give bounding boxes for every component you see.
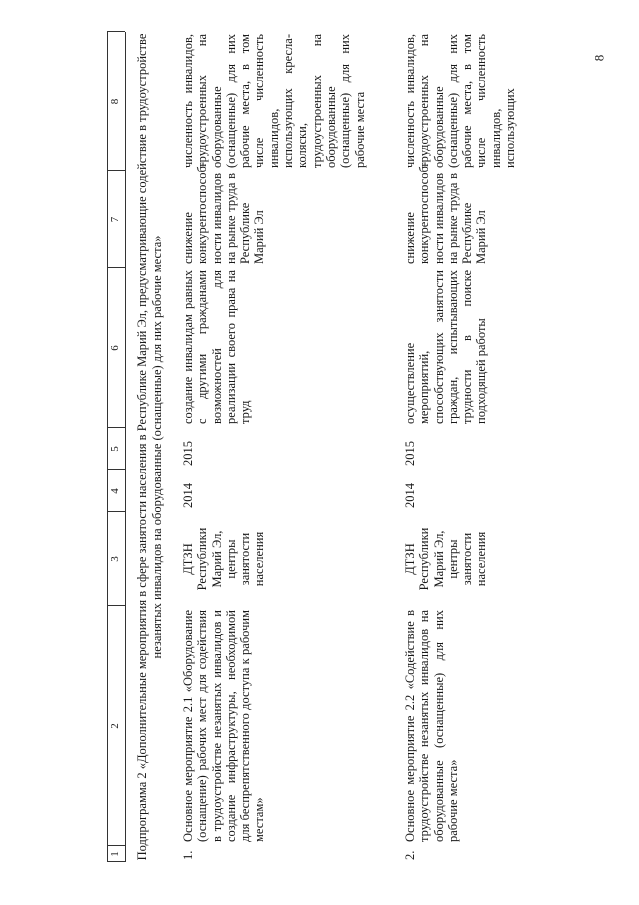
expected-result: создание инвалидам равных с другими гражданами возможностей для реализации своего права на труд: [181, 270, 253, 424]
row-number: 2.: [403, 850, 417, 860]
page-number: 8: [591, 54, 607, 62]
consequence: снижение конкурентоспособ-ности инвалидов на рынке труда в Республике Марий Эл: [181, 162, 267, 264]
row-number: 1.: [181, 850, 195, 860]
executor: ДТЗН Республики Марий Эл, центры занятости населения: [181, 527, 267, 591]
table-top-border: [107, 32, 108, 862]
end-year: 2015: [403, 441, 417, 466]
expected-result: осуществление мероприятий, способствующих занятости граждан, испытывающих трудности в поиске подходящей работы: [403, 270, 489, 424]
col-number: 5: [109, 446, 121, 452]
start-year: 2014: [181, 483, 195, 508]
col-number: 2: [109, 723, 121, 729]
col-number: 4: [109, 488, 121, 494]
header-row-border: [125, 32, 126, 862]
consequence: снижение конкурентоспособ-ности инвалидов на рынке труда в Республике Марий Эл: [403, 162, 489, 264]
subprogram-title: Подпрограмма 2 «Дополнительные мероприятия в сфере занятости населения в Республике Марий Эл, предусматривающие содействие в трудоустройстве незанятых инвалидов на оборудованные (оснащенные) для них рабочие места»: [135, 33, 164, 861]
rotated-table: [107, 32, 627, 862]
measure-name: Основное мероприятие 2.2 «Содействие в трудоустройстве незанятых инвалидов на оборудованные (оснащенные) для них рабочие места»: [403, 610, 460, 842]
executor: ДТЗН Республики Марий Эл, центры занятости населения: [403, 527, 489, 591]
col-number: 8: [109, 98, 121, 105]
col-number: 7: [109, 216, 121, 223]
col-number: 6: [109, 345, 121, 351]
indicator: численность инвалидов, трудоустроенных на оборудованные (оснащенные) для них рабочие места, в том числе численность инвалидов, использующих: [403, 34, 518, 168]
end-year: 2015: [181, 441, 195, 466]
start-year: 2014: [403, 483, 417, 508]
measure-name: Основное мероприятие 2.1 «Оборудование (оснащение) рабочих мест для содействия в трудоустройстве незанятых инвалидов и создание инфраструктуры, необходимой для беспрепятственного доступа к рабочим местам»: [181, 610, 267, 842]
indicator: численность инвалидов, трудоустроенных на оборудованные (оснащенные) для них рабочие места, в том числе численность инвалидов, использующих кресла-коляски, трудоустроенных на оборудованные (оснащенные) для них рабочие места: [181, 34, 367, 168]
col-number: 1: [109, 851, 121, 857]
col-number: 3: [109, 556, 121, 562]
